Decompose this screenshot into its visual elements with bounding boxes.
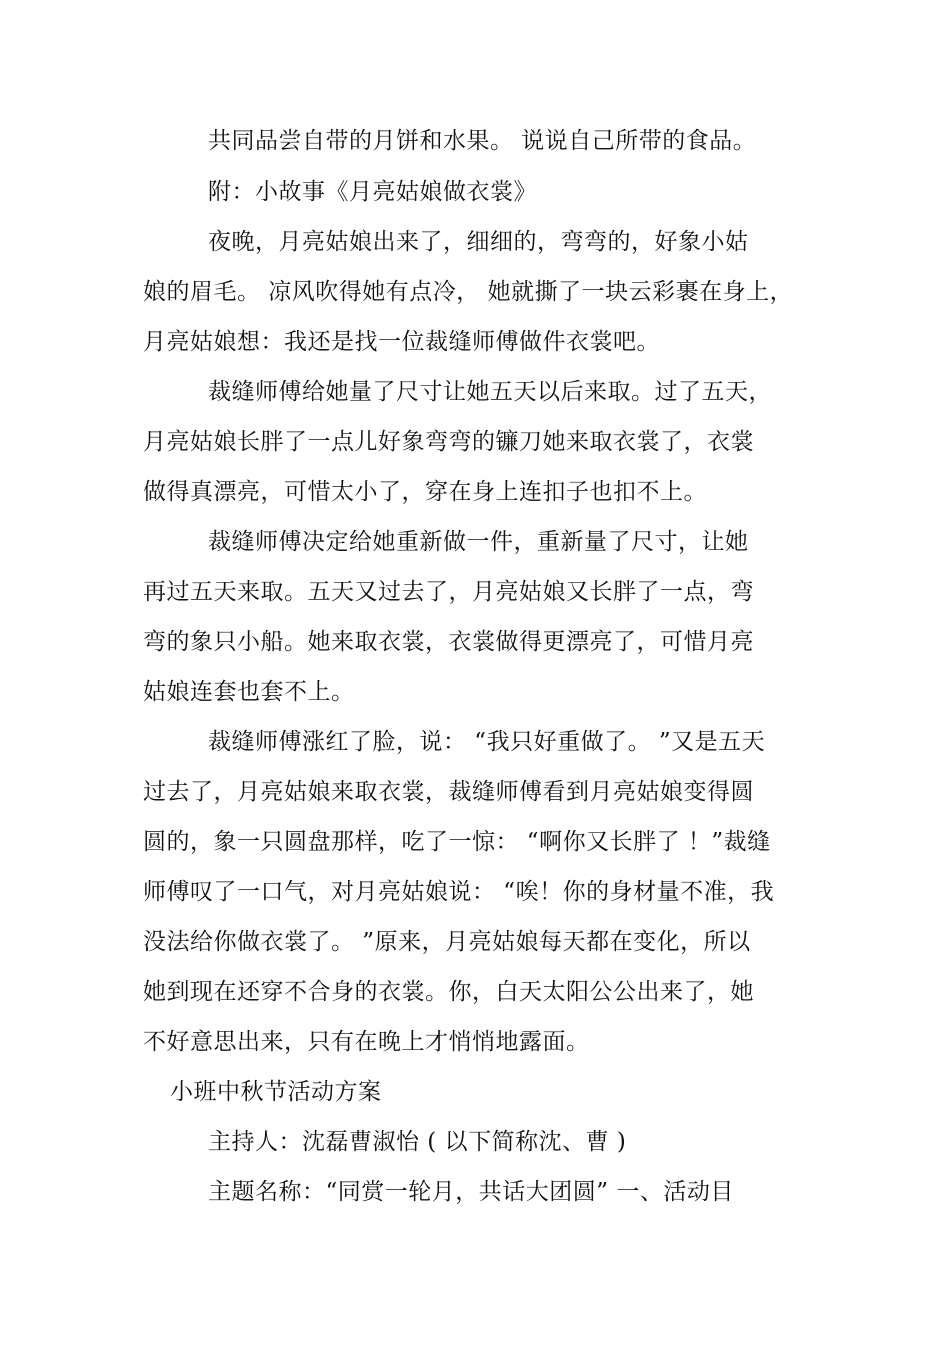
text-line-19: 不好意思出来，只有在晚上才悄悄地露面。 — [143, 1029, 590, 1055]
text-line-6: 裁缝师傅给她量了尺寸让她五天以后来取。过了五天， — [208, 379, 772, 405]
text-line-13: 裁缝师傅涨红了脸，说： “我只好重做了。 ”又是五天 — [208, 729, 766, 755]
text-line-17: 没法给你做衣裳了。 ”原来，月亮姑娘每天都在变化，所以 — [143, 929, 751, 955]
text-line-4: 娘的眉毛。 凉风吹得她有点冷， 她就撕了一块云彩裹在身上， — [143, 279, 794, 305]
text-line-5: 月亮姑娘想：我还是找一位裁缝师傅做件衣裳吧。 — [143, 329, 660, 355]
text-line-1: 共同品尝自带的月饼和水果。 说说自己所带的食品。 — [208, 128, 757, 154]
text-line-16: 师傅叹了一口气，对月亮姑娘说： “唉！你的身材量不准，我 — [143, 879, 775, 905]
text-line-8: 做得真漂亮，可惜太小了，穿在身上连扣子也扣不上。 — [143, 479, 707, 505]
text-line-12: 姑娘连套也套不上。 — [143, 679, 355, 705]
text-line-3: 夜晚，月亮姑娘出来了，细细的，弯弯的，好象小姑 — [208, 229, 749, 255]
text-line-11: 弯的象只小船。她来取衣裳，衣裳做得更漂亮了，可惜月亮 — [143, 629, 754, 655]
text-line-15: 圆的，象一只圆盘那样，吃了一惊： “啊你又长胖了 ！”裁缝 — [143, 829, 771, 855]
text-line-2: 附：小故事《月亮姑娘做衣裳》 — [208, 179, 537, 205]
section-heading: 小班中秋节活动方案 — [170, 1079, 382, 1105]
text-line-10: 再过五天来取。五天又过去了，月亮姑娘又长胖了一点，弯 — [143, 579, 754, 605]
text-line-7: 月亮姑娘长胖了一点儿好象弯弯的镰刀她来取衣裳了，衣裳 — [143, 429, 754, 455]
theme-line: 主题名称：“同赏一轮月，共话大团圆” 一、活动目 — [208, 1179, 734, 1205]
text-line-14: 过去了，月亮姑娘来取衣裳，裁缝师傅看到月亮姑娘变得圆 — [143, 779, 754, 805]
host-line: 主持人：沈磊曹淑怡 ( 以下简称沈、曹 ) — [208, 1129, 627, 1155]
text-line-9: 裁缝师傅决定给她重新做一件，重新量了尺寸，让她 — [208, 529, 749, 555]
text-line-18: 她到现在还穿不合身的衣裳。你，白天太阳公公出来了，她 — [143, 979, 754, 1005]
